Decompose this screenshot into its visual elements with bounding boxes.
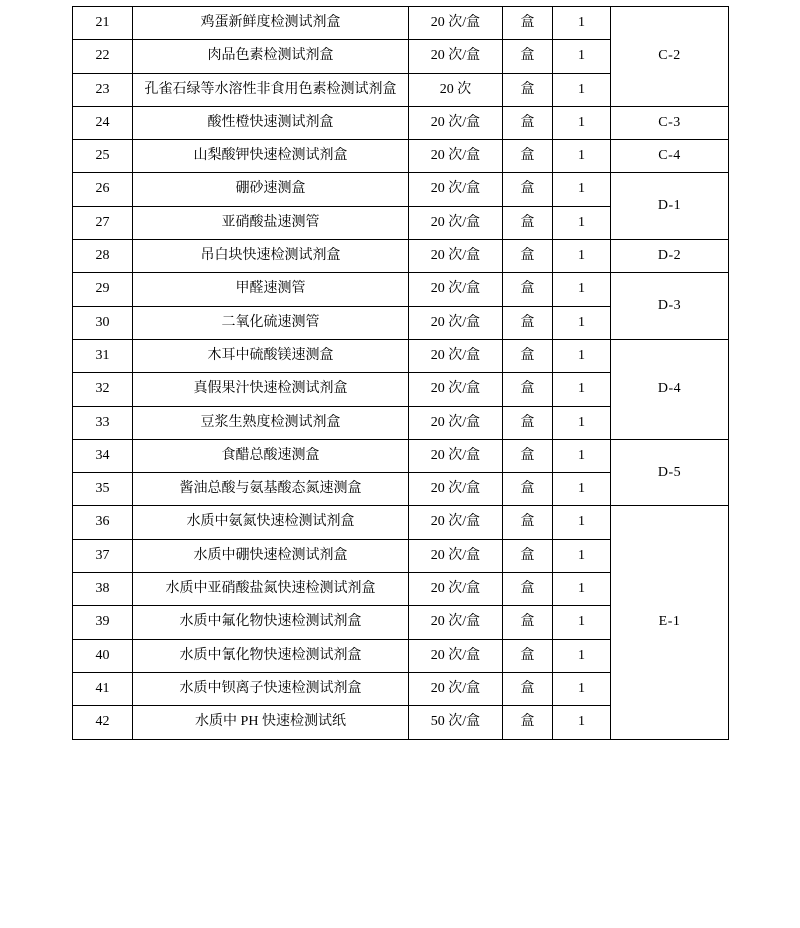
- product-name: 二氧化硫速测管: [133, 306, 409, 339]
- product-spec-table: [72, 6, 729, 740]
- product-spec: 20 次/盒: [409, 140, 503, 173]
- table-row: [73, 106, 729, 139]
- product-spec: 20 次/盒: [409, 40, 503, 73]
- product-qty: 1: [553, 7, 611, 40]
- product-unit: 盒: [503, 606, 553, 639]
- table-row: [73, 273, 729, 306]
- product-unit: 盒: [503, 406, 553, 439]
- row-number: 42: [73, 706, 133, 739]
- product-qty: 1: [553, 706, 611, 739]
- product-qty: 1: [553, 439, 611, 472]
- row-number: 35: [73, 473, 133, 506]
- product-spec: 20 次/盒: [409, 106, 503, 139]
- product-qty: 1: [553, 240, 611, 273]
- table-body: [73, 7, 729, 740]
- product-spec: 20 次/盒: [409, 7, 503, 40]
- product-spec: 20 次/盒: [409, 639, 503, 672]
- product-name: 水质中硼快速检测试剂盒: [133, 539, 409, 572]
- product-unit: 盒: [503, 439, 553, 472]
- product-unit: 盒: [503, 639, 553, 672]
- table-row: [73, 439, 729, 472]
- product-unit: 盒: [503, 539, 553, 572]
- row-number: 31: [73, 339, 133, 372]
- row-number: 38: [73, 573, 133, 606]
- product-qty: 1: [553, 206, 611, 239]
- row-number: 33: [73, 406, 133, 439]
- group-label: C-2: [611, 7, 729, 107]
- row-number: 34: [73, 439, 133, 472]
- product-qty: 1: [553, 173, 611, 206]
- table-row: [73, 173, 729, 206]
- row-number: 40: [73, 639, 133, 672]
- row-number: 22: [73, 40, 133, 73]
- product-unit: 盒: [503, 240, 553, 273]
- product-qty: 1: [553, 473, 611, 506]
- product-unit: 盒: [503, 506, 553, 539]
- product-unit: 盒: [503, 473, 553, 506]
- product-qty: 1: [553, 40, 611, 73]
- product-spec: 20 次/盒: [409, 473, 503, 506]
- product-name: 孔雀石绿等水溶性非食用色素检测试剂盒: [133, 73, 409, 106]
- product-unit: 盒: [503, 173, 553, 206]
- product-spec: 20 次/盒: [409, 439, 503, 472]
- product-name: 水质中氟化物快速检测试剂盒: [133, 606, 409, 639]
- product-qty: 1: [553, 506, 611, 539]
- product-qty: 1: [553, 539, 611, 572]
- product-spec: 20 次/盒: [409, 672, 503, 705]
- row-number: 36: [73, 506, 133, 539]
- product-spec: 20 次/盒: [409, 273, 503, 306]
- product-unit: 盒: [503, 373, 553, 406]
- group-label: E-1: [611, 506, 729, 739]
- product-qty: 1: [553, 639, 611, 672]
- table-row: [73, 240, 729, 273]
- product-qty: 1: [553, 606, 611, 639]
- product-unit: 盒: [503, 206, 553, 239]
- table-row: [73, 339, 729, 372]
- product-name: 酱油总酸与氨基酸态氮速测盒: [133, 473, 409, 506]
- group-label: D-5: [611, 439, 729, 506]
- product-name: 水质中钡离子快速检测试剂盒: [133, 672, 409, 705]
- product-unit: 盒: [503, 40, 553, 73]
- product-name: 真假果汁快速检测试剂盒: [133, 373, 409, 406]
- product-spec: 20 次/盒: [409, 406, 503, 439]
- product-name: 豆浆生熟度检测试剂盒: [133, 406, 409, 439]
- row-number: 27: [73, 206, 133, 239]
- product-qty: 1: [553, 140, 611, 173]
- product-qty: 1: [553, 672, 611, 705]
- product-unit: 盒: [503, 672, 553, 705]
- table-row: [73, 140, 729, 173]
- product-unit: 盒: [503, 273, 553, 306]
- row-number: 39: [73, 606, 133, 639]
- product-spec: 20 次/盒: [409, 573, 503, 606]
- product-spec: 20 次/盒: [409, 539, 503, 572]
- product-name: 山梨酸钾快速检测试剂盒: [133, 140, 409, 173]
- product-spec: 20 次/盒: [409, 373, 503, 406]
- product-unit: 盒: [503, 573, 553, 606]
- row-number: 26: [73, 173, 133, 206]
- product-name: 鸡蛋新鲜度检测试剂盒: [133, 7, 409, 40]
- product-unit: 盒: [503, 339, 553, 372]
- product-name: 亚硝酸盐速测管: [133, 206, 409, 239]
- product-name: 肉品色素检测试剂盒: [133, 40, 409, 73]
- product-qty: 1: [553, 573, 611, 606]
- product-name: 食醋总酸速测盒: [133, 439, 409, 472]
- group-label: D-1: [611, 173, 729, 240]
- product-spec: 20 次/盒: [409, 606, 503, 639]
- product-qty: 1: [553, 273, 611, 306]
- product-name: 水质中氰化物快速检测试剂盒: [133, 639, 409, 672]
- product-spec: 20 次/盒: [409, 206, 503, 239]
- product-name: 酸性橙快速测试剂盒: [133, 106, 409, 139]
- product-name: 木耳中硫酸镁速测盒: [133, 339, 409, 372]
- product-name: 水质中氨氮快速检测试剂盒: [133, 506, 409, 539]
- row-number: 32: [73, 373, 133, 406]
- product-name: 水质中 PH 快速检测试纸: [133, 706, 409, 739]
- row-number: 21: [73, 7, 133, 40]
- product-name: 吊白块快速检测试剂盒: [133, 240, 409, 273]
- row-number: 30: [73, 306, 133, 339]
- row-number: 25: [73, 140, 133, 173]
- row-number: 23: [73, 73, 133, 106]
- row-number: 37: [73, 539, 133, 572]
- product-unit: 盒: [503, 106, 553, 139]
- product-spec: 20 次/盒: [409, 339, 503, 372]
- group-label: D-3: [611, 273, 729, 340]
- product-unit: 盒: [503, 73, 553, 106]
- product-unit: 盒: [503, 706, 553, 739]
- group-label: C-4: [611, 140, 729, 173]
- group-label: D-4: [611, 339, 729, 439]
- row-number: 41: [73, 672, 133, 705]
- product-unit: 盒: [503, 7, 553, 40]
- product-qty: 1: [553, 73, 611, 106]
- product-qty: 1: [553, 306, 611, 339]
- product-name: 甲醛速测管: [133, 273, 409, 306]
- product-qty: 1: [553, 373, 611, 406]
- table-row: [73, 7, 729, 40]
- product-qty: 1: [553, 106, 611, 139]
- product-spec: 50 次/盒: [409, 706, 503, 739]
- product-unit: 盒: [503, 306, 553, 339]
- product-qty: 1: [553, 406, 611, 439]
- product-spec: 20 次: [409, 73, 503, 106]
- product-unit: 盒: [503, 140, 553, 173]
- product-spec: 20 次/盒: [409, 506, 503, 539]
- row-number: 24: [73, 106, 133, 139]
- product-name: 硼砂速测盒: [133, 173, 409, 206]
- product-qty: 1: [553, 339, 611, 372]
- row-number: 28: [73, 240, 133, 273]
- product-spec: 20 次/盒: [409, 240, 503, 273]
- product-spec: 20 次/盒: [409, 306, 503, 339]
- product-name: 水质中亚硝酸盐氮快速检测试剂盒: [133, 573, 409, 606]
- group-label: C-3: [611, 106, 729, 139]
- row-number: 29: [73, 273, 133, 306]
- group-label: D-2: [611, 240, 729, 273]
- product-spec: 20 次/盒: [409, 173, 503, 206]
- table-row: [73, 506, 729, 539]
